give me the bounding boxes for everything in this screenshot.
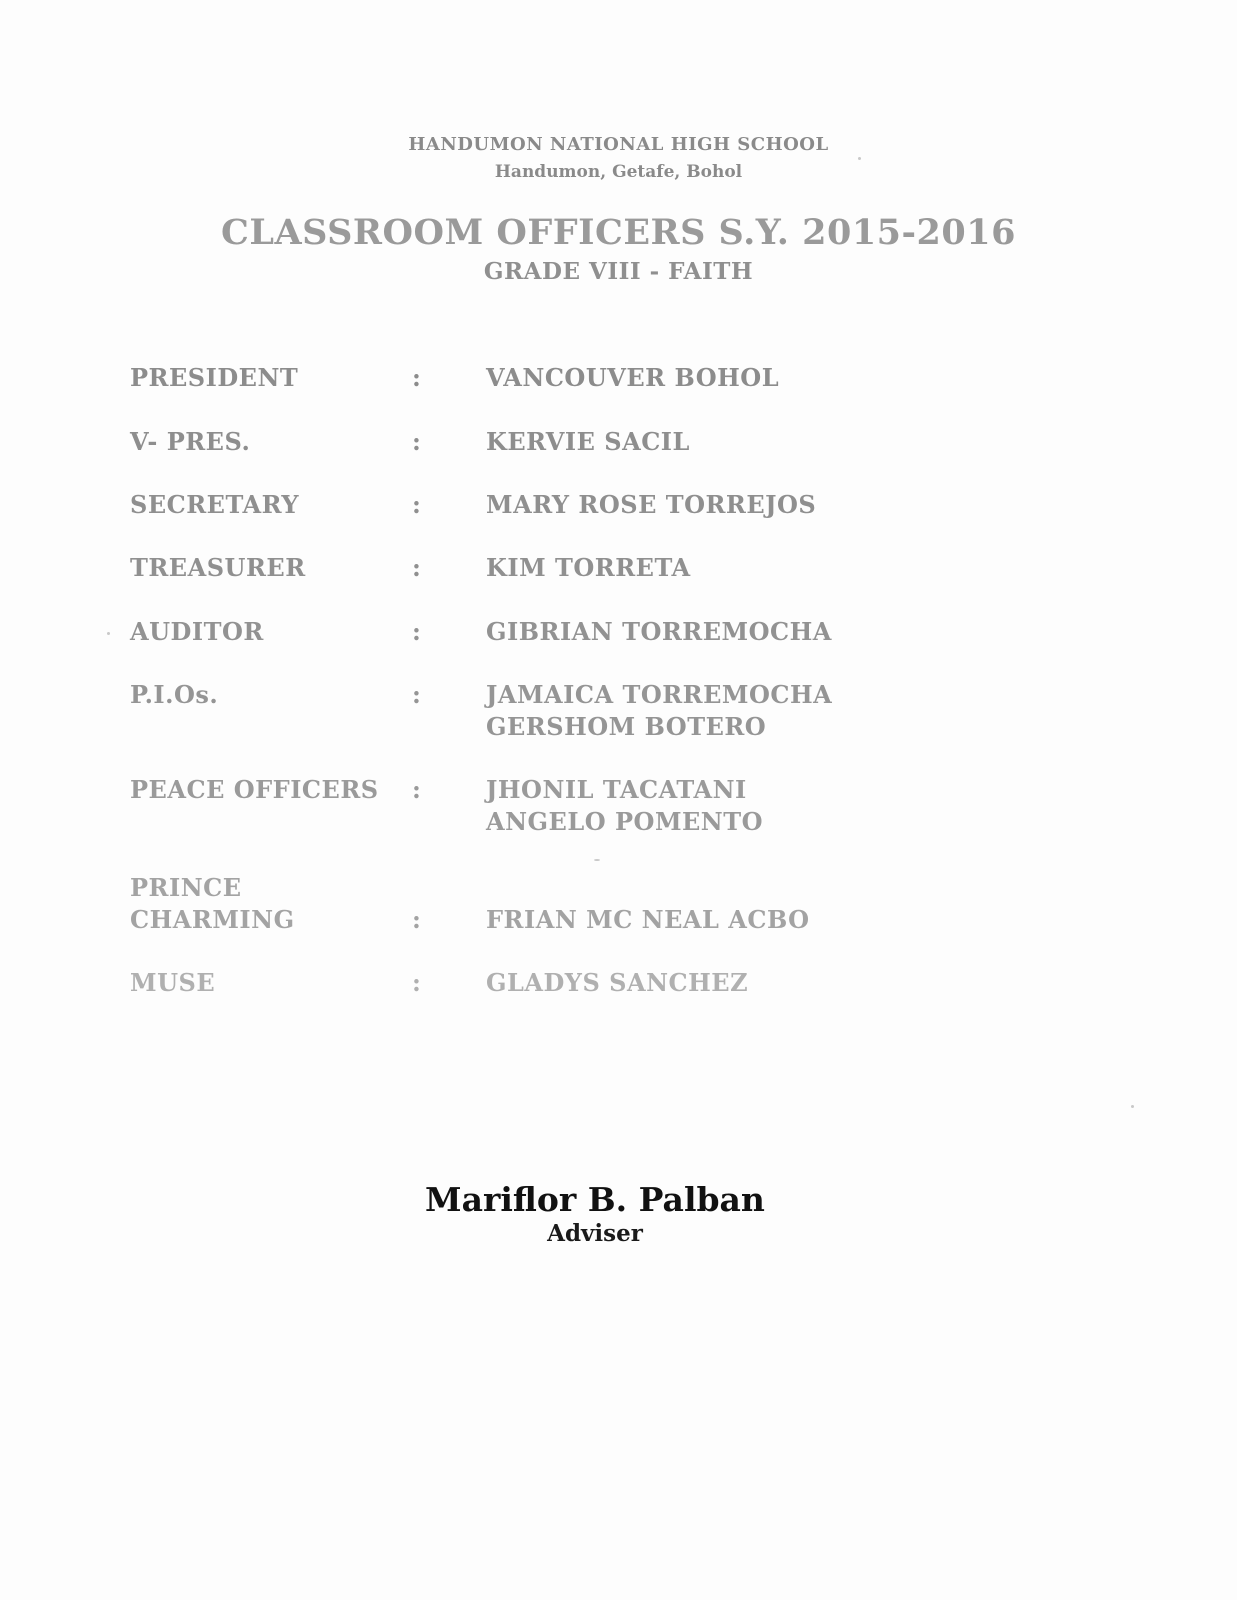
- officer-role: MUSE: [130, 968, 216, 997]
- school-address: Handumon, Getafe, Bohol: [494, 162, 743, 182]
- officer-names: JAMAICA TORREMOCHA GERSHOM BOTERO: [486, 680, 833, 741]
- scan-speck: [858, 157, 861, 160]
- separator-colon: :: [412, 363, 422, 392]
- adviser-name: Mariflor B. Palban: [425, 1180, 765, 1219]
- separator-colon: :: [412, 968, 422, 997]
- officer-names: JHONIL TACATANI ANGELO POMENTO: [486, 775, 763, 836]
- officer-role: TREASURER: [130, 553, 306, 582]
- separator-colon: :: [412, 427, 422, 456]
- officer-role: AUDITOR: [130, 617, 264, 646]
- separator-colon: :: [412, 490, 422, 519]
- officer-role: P.I.Os.: [130, 680, 219, 709]
- document-title: CLASSROOM OFFICERS S.Y. 2015-2016: [221, 212, 1016, 253]
- separator-colon: :: [412, 775, 422, 804]
- separator-colon: :: [412, 617, 422, 646]
- officer-names: KIM TORRETA: [486, 553, 691, 582]
- officer-names: GLADYS SANCHEZ: [486, 968, 749, 997]
- school-name: HANDUMON NATIONAL HIGH SCHOOL: [408, 134, 829, 155]
- officer-names: KERVIE SACIL: [486, 427, 690, 456]
- document-subtitle: GRADE VIII - FAITH: [483, 258, 754, 285]
- officer-role: PEACE OFFICERS: [130, 775, 379, 804]
- officer-role: PRINCE CHARMING: [130, 873, 295, 934]
- separator-colon: :: [412, 905, 422, 934]
- scan-speck: [1131, 1105, 1134, 1108]
- scan-speck: [594, 859, 600, 861]
- officer-names: VANCOUVER BOHOL: [486, 363, 780, 392]
- officer-names: MARY ROSE TORREJOS: [486, 490, 817, 519]
- separator-colon: :: [412, 680, 422, 709]
- officer-names: FRIAN MC NEAL ACBO: [486, 905, 810, 934]
- separator-colon: :: [412, 553, 422, 582]
- officer-role: PRESIDENT: [130, 363, 299, 392]
- officer-role: V- PRES.: [130, 427, 251, 456]
- officer-names: GIBRIAN TORREMOCHA: [486, 617, 832, 646]
- scan-speck: [107, 632, 110, 635]
- adviser-title: Adviser: [547, 1220, 643, 1247]
- officer-role: SECRETARY: [130, 490, 299, 519]
